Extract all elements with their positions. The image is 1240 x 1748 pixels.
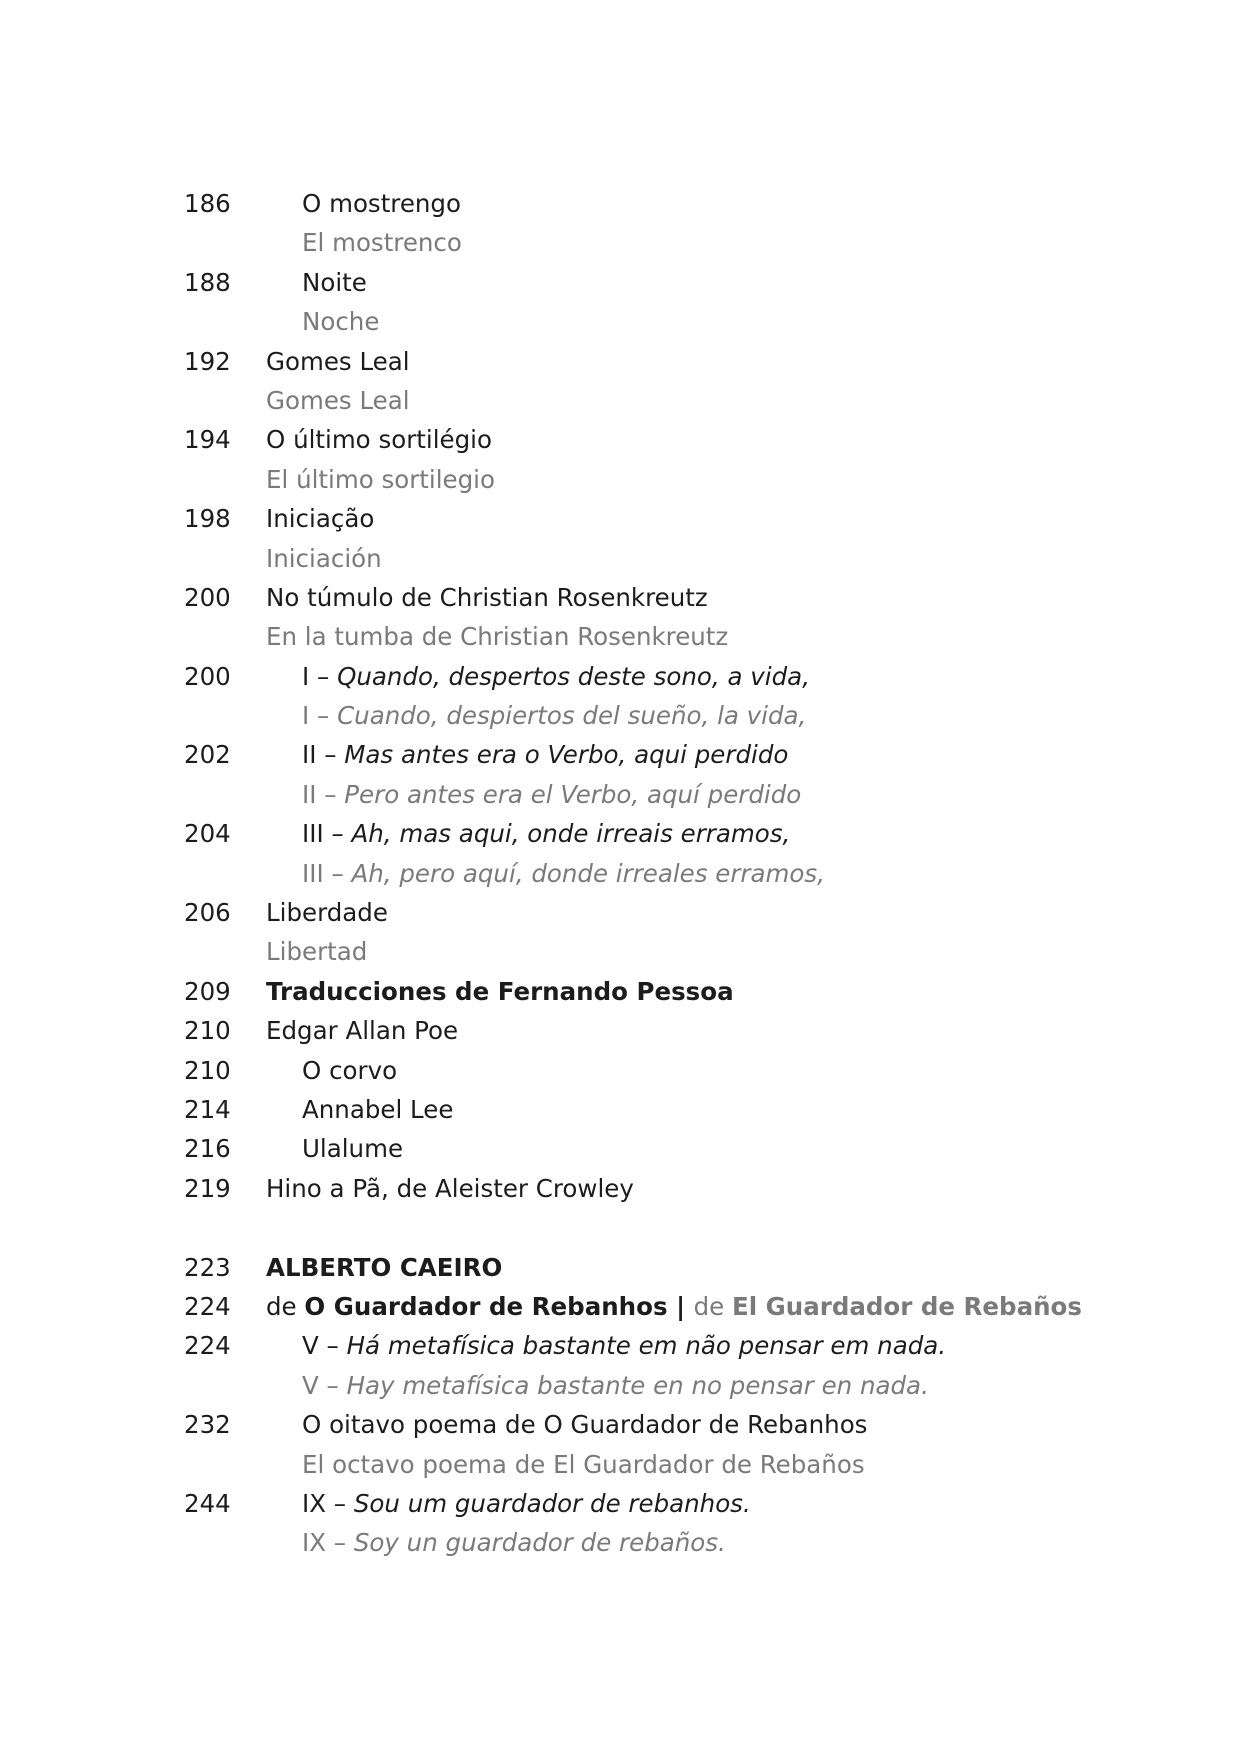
entry-numeral: I –	[302, 701, 338, 731]
toc-entry-translation	[0, 775, 1240, 814]
entry-first-line: Soy un guardador de rebaños.	[353, 1528, 726, 1558]
entry-title	[266, 1169, 634, 1208]
entry-alt-prefix: de	[693, 1291, 732, 1321]
entry-numeral: IX –	[302, 1528, 354, 1558]
entry-title-translation: En la tumba de Christian Rosenkreutz	[266, 622, 729, 652]
page-number: 202	[184, 740, 231, 770]
entry-first-line: Mas antes era o Verbo, aqui perdido	[344, 740, 789, 770]
toc-entry-translation	[0, 460, 1240, 499]
page-number: 210	[184, 1055, 231, 1085]
toc-entry-translation	[0, 1445, 1240, 1484]
page-number: 214	[184, 1094, 231, 1124]
toc-entry-translation	[0, 932, 1240, 971]
section-title: Traducciones de Fernando Pessoa	[266, 976, 734, 1006]
entry-title	[302, 1326, 946, 1365]
entry-title-translation	[302, 1366, 929, 1405]
toc-entry-translation	[0, 302, 1240, 341]
page-number: 204	[184, 819, 231, 849]
entry-numeral: II –	[302, 740, 345, 770]
entry-title-translation: Iniciación	[266, 543, 382, 573]
toc-entry	[0, 263, 1240, 302]
toc-entry-translation	[0, 539, 1240, 578]
entry-first-line: Hay metafísica bastante en no pensar en nada.	[346, 1370, 929, 1400]
toc-entry	[0, 1169, 1240, 1208]
toc-entry	[0, 1326, 1240, 1365]
page-number: 192	[184, 346, 231, 376]
toc-entry-translation	[0, 617, 1240, 656]
entry-title: Edgar Allan Poe	[266, 1016, 459, 1046]
entry-title	[302, 657, 810, 696]
toc-entry	[0, 1484, 1240, 1523]
entry-title: Iniciação	[266, 504, 375, 534]
entry-title	[266, 1287, 1082, 1326]
toc-entry	[0, 578, 1240, 617]
entry-book-title: O Guardador de Rebanhos	[304, 1291, 668, 1321]
entry-numeral: V –	[302, 1331, 347, 1361]
entry-title-translation: El mostrenco	[302, 228, 462, 258]
entry-title: Gomes Leal	[266, 346, 410, 376]
entry-book-title-translation: El Guardador de Rebaños	[731, 1291, 1082, 1321]
page-number: 210	[184, 1016, 231, 1046]
toc-entry	[0, 1051, 1240, 1090]
entry-first-line: Quando, despertos deste sono, a vida,	[337, 661, 810, 691]
toc-entry-translation	[0, 696, 1240, 735]
page-number: 209	[184, 976, 231, 1006]
entry-title	[302, 814, 790, 853]
page-number: 224	[184, 1291, 231, 1321]
entry-title: Ulalume	[302, 1134, 404, 1164]
toc-entry	[0, 735, 1240, 774]
entry-first-line: Ah, mas aqui, onde irreais erramos,	[351, 819, 791, 849]
entry-title-translation	[302, 696, 806, 735]
entry-title: Liberdade	[266, 898, 388, 928]
page-number: 194	[184, 425, 231, 455]
page-number: 216	[184, 1134, 231, 1164]
entry-title: O corvo	[302, 1055, 398, 1085]
entry-first-line: Sou um guardador de rebanhos.	[353, 1488, 751, 1518]
entry-title-translation	[302, 775, 801, 814]
toc-entry-translation	[0, 1366, 1240, 1405]
entry-title	[302, 735, 788, 774]
page-number: 198	[184, 504, 231, 534]
entry-title-suffix: , de Aleister Crowley	[381, 1173, 634, 1203]
entry-title-translation: Noche	[302, 307, 380, 337]
entry-numeral: I –	[302, 661, 338, 691]
entry-first-line: Há metafísica bastante em não pensar em nada.	[346, 1331, 947, 1361]
entry-first-line: Ah, pero aquí, donde irreales erramos,	[351, 858, 825, 888]
page-number: 219	[184, 1173, 231, 1203]
toc-entry-translation	[0, 1523, 1240, 1562]
toc-entry	[0, 1129, 1240, 1168]
entry-title: Noite	[302, 267, 367, 297]
entry-numeral: V –	[302, 1370, 347, 1400]
toc-entry	[0, 893, 1240, 932]
entry-title-main: Hino a Pã	[266, 1173, 382, 1203]
entry-separator: |	[667, 1291, 694, 1321]
toc-entry-translation	[0, 223, 1240, 262]
entry-title: Annabel Lee	[302, 1094, 454, 1124]
entry-title: O último sortilégio	[266, 425, 492, 455]
toc-entry-translation	[0, 854, 1240, 893]
page-number: 223	[184, 1252, 231, 1282]
entry-numeral: III –	[302, 858, 352, 888]
toc-section-heading	[0, 1248, 1240, 1287]
entry-title-translation: Libertad	[266, 937, 368, 967]
page-number: 206	[184, 898, 231, 928]
page-number: 200	[184, 661, 231, 691]
entry-title-translation: El octavo poema de El Guardador de Rebaños	[302, 1449, 865, 1479]
entry-first-line: Pero antes era el Verbo, aquí perdido	[344, 779, 802, 809]
entry-title: No túmulo de Christian Rosenkreutz	[266, 582, 708, 612]
toc-entry	[0, 184, 1240, 223]
section-title: ALBERTO CAEIRO	[266, 1252, 503, 1282]
toc-entry	[0, 1090, 1240, 1129]
toc-entry	[0, 420, 1240, 459]
page-number: 186	[184, 189, 231, 218]
toc-entry	[0, 1287, 1240, 1326]
page-number: 232	[184, 1410, 231, 1440]
entry-prefix: de	[266, 1291, 305, 1321]
toc-entry	[0, 814, 1240, 853]
entry-title	[302, 1484, 751, 1523]
toc-entry	[0, 342, 1240, 381]
entry-numeral: IX –	[302, 1488, 354, 1518]
entry-numeral: III –	[302, 819, 352, 849]
entry-numeral: II –	[302, 779, 345, 809]
page-number: 224	[184, 1331, 231, 1361]
table-of-contents	[0, 184, 1240, 1563]
toc-entry-translation	[0, 381, 1240, 420]
entry-title: O mostrengo	[302, 189, 461, 218]
page-number: 188	[184, 267, 231, 297]
toc-entry	[0, 499, 1240, 538]
toc-entry	[0, 1405, 1240, 1444]
page-number: 200	[184, 582, 231, 612]
toc-section-heading	[0, 972, 1240, 1011]
entry-first-line: Cuando, despiertos del sueño, la vida,	[337, 701, 807, 731]
entry-title-translation	[302, 1523, 726, 1562]
entry-title-translation: Gomes Leal	[266, 385, 410, 415]
entry-title-translation	[302, 854, 825, 893]
entry-title-translation: El último sortilegio	[266, 464, 495, 494]
toc-entry	[0, 1011, 1240, 1050]
toc-entry	[0, 657, 1240, 696]
entry-title: O oitavo poema de O Guardador de Rebanhos	[302, 1410, 868, 1440]
page-number: 244	[184, 1488, 231, 1518]
